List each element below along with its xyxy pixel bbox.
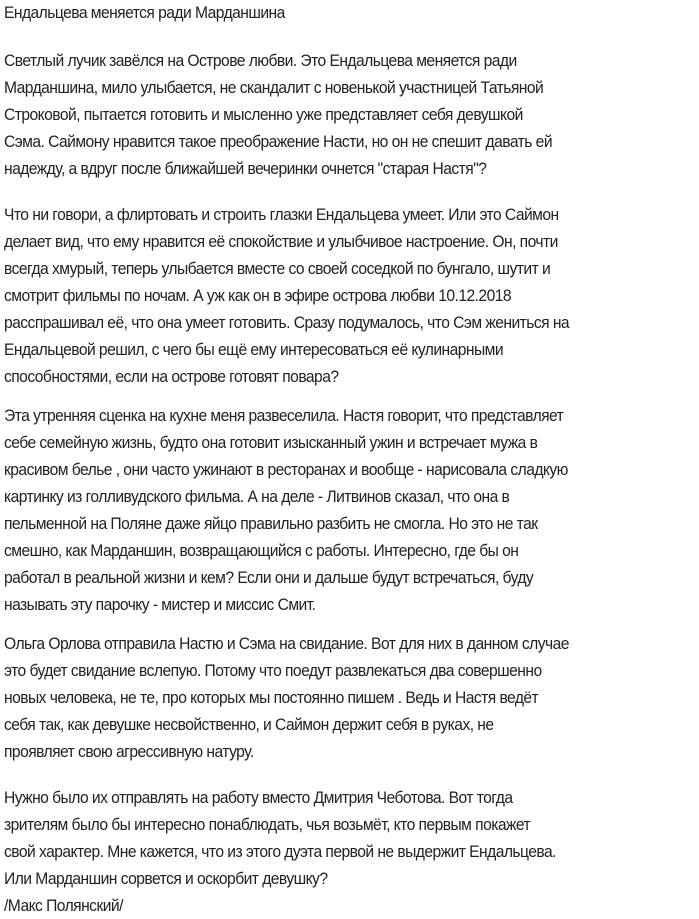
text-line: всегда хмурый, теперь улыбается вместе со своей соседкой по бунгало, шутит и xyxy=(4,259,551,278)
paragraph-1 xyxy=(4,47,552,182)
text-line: расспрашивал её, что она умеет готовить. Сразу подумалось, что Сэм жениться на xyxy=(4,313,570,332)
text-line: смотрит фильмы по ночам. А уж как он в эфире острова любви 10.12.2018 xyxy=(4,286,512,305)
text-line: Ольга Орлова отправила Настю и Сэма на свидание. Вот для них в данном случае xyxy=(4,634,569,653)
text-line: Что ни говори, а флиртовать и строить глазки Ендальцева умеет. Или это Саймон xyxy=(4,205,559,224)
text-line: Эта утренняя сценка на кухне меня развеселила. Настя говорит, что представляет xyxy=(4,406,564,425)
text-line: Светлый лучик завёлся на Острове любви. Это Ендальцева меняется ради xyxy=(4,51,517,70)
text-line: красивом белье , они часто ужинают в ресторанах и вообще - нарисовала сладкую xyxy=(4,460,568,479)
text-line: Строковой, пытается готовить и мысленно уже представляет себя девушкой xyxy=(4,105,523,124)
text-line: картинку из голливудского фильма. А на деле - Литвинов сказал, что она в xyxy=(4,487,510,506)
text-line: это будет свидание вслепую. Потому что поедут развлекаться два совершенно xyxy=(4,661,542,680)
text-line: новых человека, не те, про которых мы постоянно пишем . Ведь и Настя ведёт xyxy=(4,688,539,707)
paragraph-4 xyxy=(4,630,569,765)
text-line: называть эту парочку - мистер и миссис Смит. xyxy=(4,595,316,614)
text-line: Или Марданшин сорвется и оскорбит девушку? xyxy=(4,869,328,888)
text-line: свой характер. Мне кажется, что из этого дуэта первой не выдержит Ендальцева. xyxy=(4,842,556,861)
text-line: Нужно было их отправлять на работу вместо Дмитрия Чеботова. Вот тогда xyxy=(4,788,513,807)
text-line: надежду, а вдруг после ближайшей вечеринки очнется "старая Настя"? xyxy=(4,159,487,178)
paragraph-3 xyxy=(4,402,568,618)
text-line: делает вид, что ему нравится её спокойствие и улыбчивое настроение. Он, почти xyxy=(4,232,558,251)
text-line: зрителям было бы интересно понаблюдать, чья возьмёт, кто первым покажет xyxy=(4,815,531,834)
article-title: Ендальцева меняется ради Марданшина xyxy=(4,3,285,22)
text-line: способностями, если на острове готовят повара? xyxy=(4,367,339,386)
text-line: смешно, как Марданшин, возвращающийся с работы. Интересно, где бы он xyxy=(4,541,519,560)
text-line: проявляет свою агрессивную натуру. xyxy=(4,742,254,761)
text-line: Сэма. Саймону нравится такое преображение Насти, но он не спешит давать ей xyxy=(4,132,553,151)
text-line: работал в реальной жизни и кем? Если они и дальше будут встречаться, буду xyxy=(4,568,534,587)
text-line: себя так, как девушке несвойственно, и Саймон держит себя в руках, не xyxy=(4,715,494,734)
paragraph-5 xyxy=(4,784,556,919)
paragraph-2 xyxy=(4,201,569,390)
text-line: пельменной на Поляне даже яйцо правильно разбить не смогла. Но это не так xyxy=(4,514,538,533)
text-line: Ендальцевой решил, с чего бы ещё ему интересоваться её кулинарными xyxy=(4,340,504,359)
author-signature: /Макс Полянский/ xyxy=(4,896,123,915)
text-line: себе семейную жизнь, будто она готовит изысканный ужин и встречает мужа в xyxy=(4,433,538,452)
text-line: Марданшина, мило улыбается, не скандалит с новенькой участницей Татьяной xyxy=(4,78,544,97)
